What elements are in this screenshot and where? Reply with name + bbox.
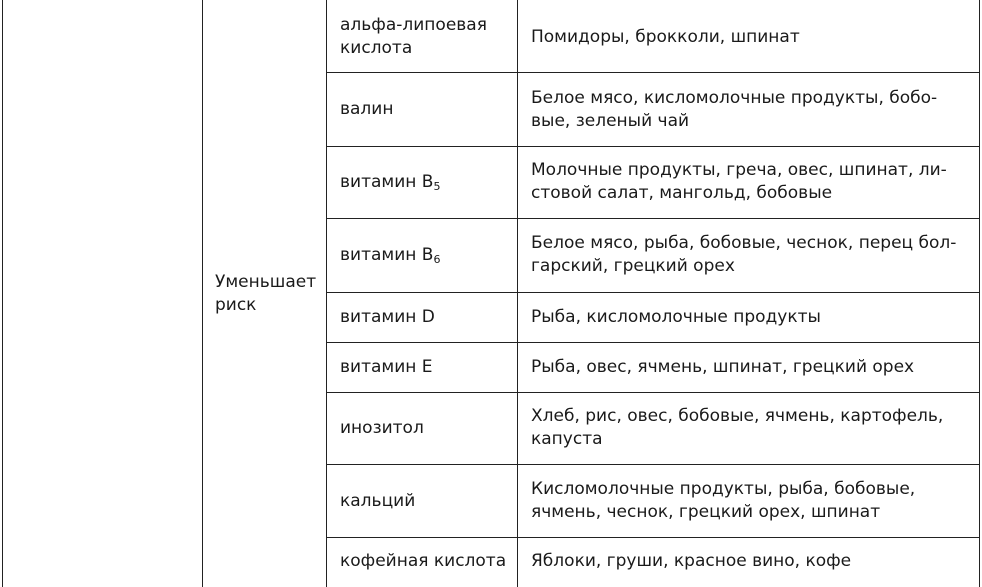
food-line: вые, зеленый чай bbox=[531, 111, 690, 131]
food-line: Хлеб, рис, овес, бобовые, ячмень, картофель, bbox=[531, 406, 944, 426]
column-divider-2 bbox=[326, 0, 327, 587]
nutrient-line: витамин E bbox=[340, 357, 433, 377]
food-line: капуста bbox=[531, 429, 603, 449]
nutrient-subscript: 5 bbox=[433, 180, 441, 193]
nutrient-cell bbox=[340, 356, 433, 379]
food-cell bbox=[531, 232, 956, 278]
food-cell bbox=[531, 550, 851, 573]
food-line: Помидоры, брокколи, шпинат bbox=[531, 27, 800, 47]
nutrient-subscript: 6 bbox=[433, 253, 441, 266]
food-cell bbox=[531, 356, 914, 379]
nutrient-cell bbox=[340, 490, 415, 513]
nutrient-line: витамин D bbox=[340, 307, 435, 327]
group-label bbox=[215, 271, 316, 317]
nutrient-cell bbox=[340, 550, 506, 573]
food-cell bbox=[531, 26, 800, 49]
food-line: Белое мясо, кисломолочные продукты, бобо- bbox=[531, 88, 938, 108]
food-line: Молочные продукты, греча, овес, шпинат, ли- bbox=[531, 160, 947, 180]
nutrient-line: кальций bbox=[340, 491, 416, 511]
food-cell bbox=[531, 478, 915, 524]
row-divider bbox=[326, 292, 980, 293]
nutrient-line: инозитол bbox=[340, 418, 424, 438]
nutrient-cell bbox=[340, 244, 440, 267]
nutrient-line: кислота bbox=[340, 38, 413, 58]
food-line: ячмень, чеснок, грецкий орех, шпинат bbox=[531, 502, 881, 522]
nutrient-cell bbox=[340, 171, 440, 194]
table-border-left bbox=[2, 0, 3, 587]
table-border-right bbox=[979, 0, 980, 587]
row-divider bbox=[326, 392, 980, 393]
food-line: Рыба, кисломолочные продукты bbox=[531, 307, 821, 327]
row-divider bbox=[326, 464, 980, 465]
nutrient-line: кофейная кислота bbox=[340, 551, 507, 571]
nutrient-cell bbox=[340, 417, 424, 440]
row-divider bbox=[326, 342, 980, 343]
column-divider-3 bbox=[517, 0, 518, 587]
group-label-line: Уменьшает bbox=[215, 272, 317, 292]
nutrient-line: валин bbox=[340, 99, 394, 119]
food-cell bbox=[531, 405, 943, 451]
food-line: Яблоки, груши, красное вино, кофе bbox=[531, 551, 852, 571]
nutrient-cell bbox=[340, 98, 393, 121]
food-line: Кисломолочные продукты, рыба, бобовые, bbox=[531, 479, 916, 499]
food-line: стовой салат, мангольд, бобовые bbox=[531, 183, 833, 203]
row-divider bbox=[326, 537, 980, 538]
nutrient-line: альфа-липоевая bbox=[340, 15, 487, 35]
row-divider bbox=[326, 72, 980, 73]
nutrient-cell bbox=[340, 306, 435, 329]
group-label-line: риск bbox=[215, 295, 257, 315]
nutrient-cell bbox=[340, 14, 487, 60]
column-divider-1 bbox=[202, 0, 203, 587]
nutrient-line: витамин B bbox=[340, 245, 434, 265]
nutrient-line: витамин B bbox=[340, 172, 434, 192]
food-cell bbox=[531, 159, 947, 205]
food-cell bbox=[531, 87, 937, 133]
food-line: Белое мясо, рыба, бобовые, чеснок, перец бол- bbox=[531, 233, 957, 253]
food-line: Рыба, овес, ячмень, шпинат, грецкий орех bbox=[531, 357, 915, 377]
food-line: гарский, грецкий орех bbox=[531, 256, 735, 276]
food-cell bbox=[531, 306, 821, 329]
row-divider bbox=[326, 218, 980, 219]
row-divider bbox=[326, 146, 980, 147]
